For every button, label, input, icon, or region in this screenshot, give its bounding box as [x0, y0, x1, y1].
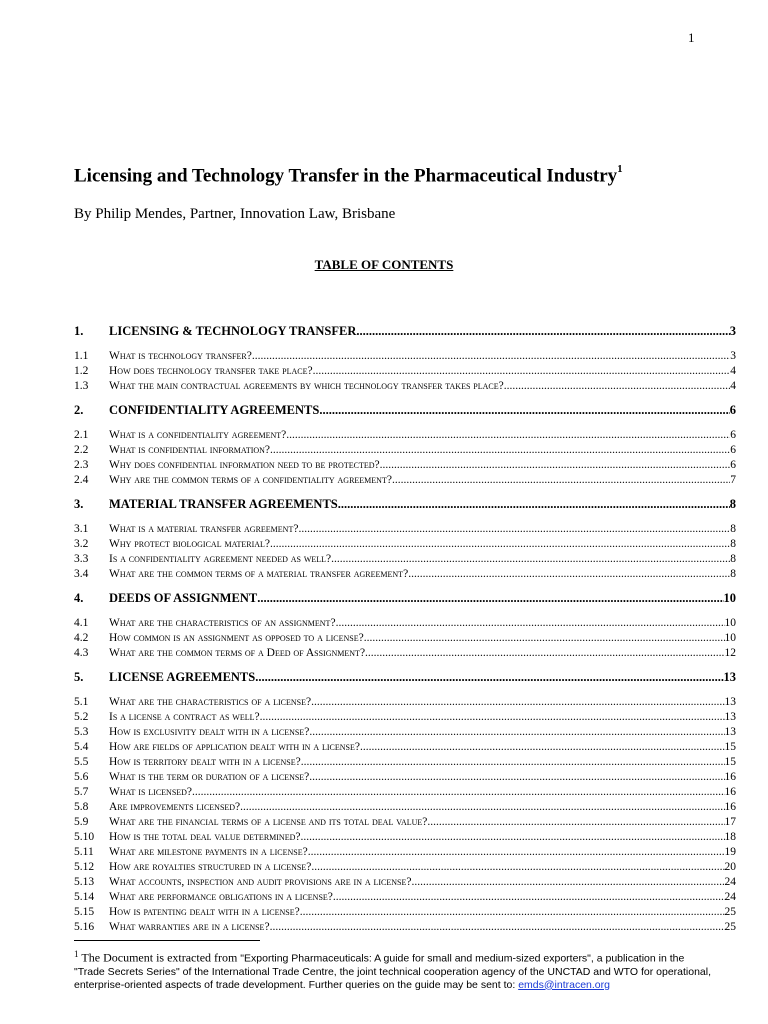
document-title-text: Licensing and Technology Transfer in the Pharmaceutical Industry: [74, 165, 618, 187]
toc-entry-title: How is patenting dealt with in a license?: [109, 906, 300, 918]
toc-entry-title: How common is an assignment as opposed to a license?: [109, 632, 364, 644]
toc-dot-leader: [270, 538, 730, 550]
toc-entry-number: 5.4: [74, 741, 89, 753]
toc-dot-leader: [313, 365, 731, 377]
toc-heading: TABLE OF CONTENTS: [314, 257, 454, 272]
toc-entry-title: What are the characteristics of a license?: [109, 696, 312, 708]
toc-entry-title: What are the common terms of a Deed of Assignment?: [109, 647, 366, 659]
toc-dot-leader: [365, 647, 724, 659]
toc-entry-page: 6: [730, 459, 736, 471]
toc-subsection-5-7[interactable]: [74, 786, 736, 801]
toc-dot-leader: [319, 403, 729, 418]
toc-dot-leader: [300, 906, 725, 918]
toc-subsection-5-8[interactable]: [74, 801, 736, 816]
toc-entry-page: 16: [724, 771, 736, 783]
toc-section-5[interactable]: [74, 670, 736, 690]
toc-entry-number: 5.13: [74, 876, 95, 888]
toc-entry-title: What are the common terms of a material transfer agreement?: [109, 568, 409, 580]
toc-section-4[interactable]: [74, 591, 736, 611]
footnote-divider: [74, 940, 260, 941]
toc-entry-title: What are milestone payments in a license?: [109, 846, 308, 858]
toc-dot-leader: [392, 474, 730, 486]
toc-entry-number: 5.16: [74, 921, 95, 933]
title-footnote-mark[interactable]: 1: [617, 163, 623, 175]
toc-entry-page: 10: [724, 632, 736, 644]
toc-dot-leader: [356, 324, 729, 339]
toc-section-1[interactable]: [74, 324, 736, 344]
toc-subsection-5-2[interactable]: [74, 711, 736, 726]
byline: By Philip Mendes, Partner, Innovation Law, Brisbane: [74, 206, 396, 222]
toc-entry-page: 20: [724, 861, 736, 873]
toc-entry-page: 16: [724, 786, 736, 798]
toc-subsection-5-14[interactable]: [74, 891, 736, 906]
toc-entry-title: How does technology transfer take place?: [109, 365, 313, 377]
toc-dot-leader: [309, 726, 724, 738]
toc-subsection-4-1[interactable]: [74, 617, 736, 632]
toc-subsection-3-1[interactable]: [74, 523, 736, 538]
toc-entry-page: 6: [729, 403, 736, 417]
toc-subsection-5-5[interactable]: [74, 756, 736, 771]
toc-entry-title: What are the characteristics of an assignment?: [109, 617, 336, 629]
toc-entry-number: 5.6: [74, 771, 89, 783]
toc-entry-title: Is a confidentiality agreement needed as well?: [109, 553, 332, 565]
footnote-email-link[interactable]: emds@intracen.org: [518, 978, 610, 991]
toc-dot-leader: [333, 891, 725, 903]
toc-subsection-1-2[interactable]: [74, 365, 736, 380]
toc-entry-page: 10: [724, 617, 736, 629]
toc-entry-number: 1.: [74, 324, 84, 338]
toc-dot-leader: [338, 497, 730, 512]
toc-entry-number: 4.3: [74, 647, 89, 659]
toc-subsection-3-4[interactable]: [74, 568, 736, 583]
toc-dot-leader: [270, 444, 730, 456]
toc-entry-number: 3.3: [74, 553, 89, 565]
toc-dot-leader: [380, 459, 731, 471]
toc-entry-page: 24: [724, 891, 736, 903]
toc-entry-title: How are royalties structured in a license?: [109, 861, 312, 873]
toc-dot-leader: [427, 816, 724, 828]
toc-dot-leader: [308, 846, 725, 858]
page-number: 1: [688, 30, 695, 45]
toc-subsection-2-2[interactable]: [74, 444, 736, 459]
toc-entry-number: 5.5: [74, 756, 89, 768]
toc-entry-page: 4: [730, 365, 736, 377]
toc-dot-leader: [240, 801, 724, 813]
toc-entry-page: 15: [724, 741, 736, 753]
toc-entry-number: 2.: [74, 403, 84, 417]
toc-entry-title: What is confidential information?: [109, 444, 271, 456]
toc-entry-page: 13: [723, 670, 736, 684]
toc-entry-title: How is exclusivity dealt with in a license?: [109, 726, 310, 738]
toc-entry-number: 5.9: [74, 816, 89, 828]
toc-subsection-5-1[interactable]: [74, 696, 736, 711]
toc-dot-leader: [311, 861, 724, 873]
toc-entry-title: DEEDS OF ASSIGNMENT: [109, 591, 258, 605]
toc-entry-title: What are performance obligations in a license?: [109, 891, 333, 903]
toc-entry-number: 3.2: [74, 538, 89, 550]
toc-subsection-5-16[interactable]: [74, 921, 736, 936]
toc-dot-leader: [298, 523, 730, 535]
toc-entry-title: What warranties are in a license?: [109, 921, 270, 933]
toc-entry-page: 25: [724, 906, 736, 918]
toc-subsection-5-11[interactable]: [74, 846, 736, 861]
toc-entry-title: What is the term or duration of a license?: [109, 771, 310, 783]
toc-dot-leader: [257, 591, 723, 606]
toc-entry-page: 12: [724, 647, 736, 659]
toc-entry-number: 4.: [74, 591, 84, 605]
toc-entry-title: CONFIDENTIALITY AGREEMENTS: [109, 403, 320, 417]
toc-entry-number: 3.1: [74, 523, 89, 535]
toc-dot-leader: [408, 568, 730, 580]
toc-entry-page: 13: [724, 726, 736, 738]
toc-entry-title: What is licensed?: [109, 786, 193, 798]
toc-section-2[interactable]: [74, 403, 736, 423]
toc-entry-title: Are improvements licensed?: [109, 801, 241, 813]
toc-entry-page: 8: [730, 523, 736, 535]
toc-dot-leader: [300, 831, 724, 843]
toc-entry-page: 24: [724, 876, 736, 888]
toc-subsection-4-3[interactable]: [74, 647, 736, 662]
toc-entry-number: 5.12: [74, 861, 95, 873]
toc-entry-title: LICENSE AGREEMENTS: [109, 670, 256, 684]
toc-subsection-4-2[interactable]: [74, 632, 736, 647]
toc-entry-page: 6: [730, 444, 736, 456]
toc-entry-page: 13: [724, 711, 736, 723]
toc-entry-title: What is a confidentiality agreement?: [109, 429, 287, 441]
document-title: [74, 165, 623, 187]
toc-dot-leader: [309, 771, 724, 783]
toc-entry-number: 5.15: [74, 906, 95, 918]
toc-entry-number: 5.8: [74, 801, 89, 813]
footnote-mark: 1: [74, 949, 79, 959]
toc-entry-page: 15: [724, 756, 736, 768]
footnote-text: "Exporting Pharmaceuticals: A guide for small and medium-sized exporters", a publication in the "Trade Secrets Series" of the International Trade Centre, the joint technical cooperation agency of the UNCTAD and WTO for operational, enterprise-oriented aspects of trade development. Further queries on the guide may be sent to:: [74, 952, 712, 991]
toc-entry-page: 6: [730, 429, 736, 441]
toc-entry-number: 5.14: [74, 891, 95, 903]
toc-entry-number: 4.1: [74, 617, 89, 629]
toc-dot-leader: [255, 670, 723, 685]
toc-entry-number: 2.1: [74, 429, 89, 441]
toc-entry-title: Why are the common terms of a confidentiality agreement?: [109, 474, 392, 486]
toc-entry-title: What the main contractual agreements by which technology transfer takes place?: [109, 380, 504, 392]
toc-entry-number: 5.10: [74, 831, 95, 843]
toc-entry-title: What is technology transfer?: [109, 350, 252, 362]
toc-entry-number: 5.: [74, 670, 84, 684]
toc-subsection-3-3[interactable]: [74, 553, 736, 568]
toc-entry-number: 1.1: [74, 350, 89, 362]
toc-section-3[interactable]: [74, 497, 736, 517]
toc-dot-leader: [286, 429, 730, 441]
toc-entry-title: Why does confidential information need to be protected?: [109, 459, 380, 471]
toc-subsection-1-1[interactable]: [74, 350, 736, 365]
table-of-contents: [74, 324, 736, 936]
toc-entry-number: 4.2: [74, 632, 89, 644]
toc-entry-number: 2.2: [74, 444, 89, 456]
toc-entry-page: 18: [724, 831, 736, 843]
toc-entry-number: 1.3: [74, 380, 89, 392]
toc-entry-number: 2.4: [74, 474, 89, 486]
toc-entry-title: MATERIAL TRANSFER AGREEMENTS: [109, 497, 338, 511]
toc-entry-number: 5.7: [74, 786, 89, 798]
toc-subsection-5-9[interactable]: [74, 816, 736, 831]
toc-dot-leader: [412, 876, 725, 888]
toc-dot-leader: [504, 380, 731, 392]
toc-dot-leader: [364, 632, 725, 644]
toc-subsection-3-2[interactable]: [74, 538, 736, 553]
toc-entry-page: 25: [724, 921, 736, 933]
toc-entry-page: 13: [724, 696, 736, 708]
toc-entry-title: Is a license a contract as well?: [109, 711, 260, 723]
toc-dot-leader: [192, 786, 724, 798]
toc-entry-title: LICENSING & TECHNOLOGY TRANSFER: [109, 324, 357, 338]
toc-entry-page: 19: [724, 846, 736, 858]
toc-subsection-5-4[interactable]: [74, 741, 736, 756]
toc-entry-number: 1.2: [74, 365, 89, 377]
toc-subsection-5-6[interactable]: [74, 771, 736, 786]
toc-entry-title: Why protect biological material?: [109, 538, 271, 550]
toc-entry-number: 2.3: [74, 459, 89, 471]
toc-subsection-2-3[interactable]: [74, 459, 736, 474]
toc-entry-page: 3: [729, 324, 736, 338]
footnote-lead: The Document is extracted from: [81, 950, 238, 965]
toc-entry-number: 5.1: [74, 696, 89, 708]
toc-entry-title: What is a material transfer agreement?: [109, 523, 299, 535]
toc-entry-page: 8: [730, 538, 736, 550]
toc-entry-page: 16: [724, 801, 736, 813]
toc-entry-title: What are the financial terms of a license and its total deal value?: [109, 816, 428, 828]
toc-subsection-2-1[interactable]: [74, 429, 736, 444]
toc-subsection-5-15[interactable]: [74, 906, 736, 921]
toc-dot-leader: [301, 756, 725, 768]
toc-entry-page: 8: [730, 568, 736, 580]
toc-entry-page: 8: [729, 497, 736, 511]
toc-entry-page: 8: [730, 553, 736, 565]
toc-entry-page: 7: [730, 474, 736, 486]
toc-subsection-1-3[interactable]: [74, 380, 736, 395]
toc-entry-page: 3: [730, 350, 736, 362]
toc-dot-leader: [311, 696, 724, 708]
toc-entry-page: 4: [730, 380, 736, 392]
toc-entry-page: 10: [723, 591, 736, 605]
toc-subsection-2-4[interactable]: [74, 474, 736, 489]
toc-entry-number: 5.2: [74, 711, 89, 723]
toc-entry-title: What accounts, inspection and audit provisions are in a license?: [109, 876, 412, 888]
toc-subsection-5-13[interactable]: [74, 876, 736, 891]
toc-entry-number: 3.: [74, 497, 84, 511]
toc-dot-leader: [331, 553, 730, 565]
toc-entry-number: 3.4: [74, 568, 89, 580]
toc-dot-leader: [260, 711, 725, 723]
toc-dot-leader: [252, 350, 730, 362]
toc-subsection-5-10[interactable]: [74, 831, 736, 846]
toc-entry-number: 5.3: [74, 726, 89, 738]
toc-entry-title: How is territory dealt with in a license?: [109, 756, 301, 768]
toc-entry-number: 5.11: [74, 846, 94, 858]
toc-subsection-5-3[interactable]: [74, 726, 736, 741]
toc-entry-title: How are fields of application dealt with in a license?: [109, 741, 360, 753]
toc-entry-title: How is the total deal value determined?: [109, 831, 301, 843]
footnote: [74, 948, 714, 992]
toc-dot-leader: [360, 741, 725, 753]
toc-dot-leader: [336, 617, 725, 629]
toc-dot-leader: [270, 921, 725, 933]
toc-entry-page: 17: [724, 816, 736, 828]
toc-subsection-5-12[interactable]: [74, 861, 736, 876]
